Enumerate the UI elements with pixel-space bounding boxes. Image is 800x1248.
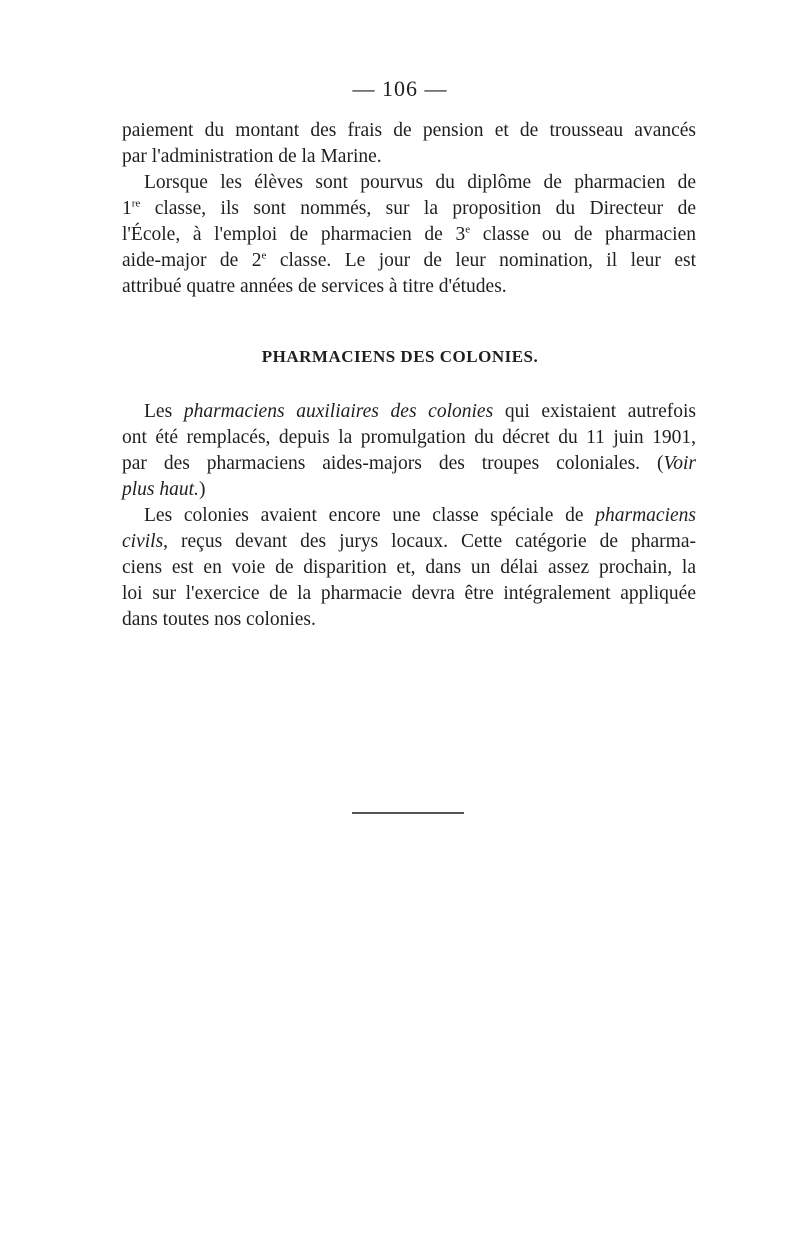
page-number: — 106 — xyxy=(352,76,448,101)
text-line: l'École, à l'emploi de pharmacien de 3e classe ou de pharmacien xyxy=(122,223,697,245)
end-divider xyxy=(352,812,464,814)
paragraph-pharmacien-nomination xyxy=(122,118,696,300)
text-line: dans toutes nos colonies. xyxy=(122,609,316,630)
text-line: paiement du montant des frais de pension et de trousseau avancés xyxy=(122,120,696,141)
text-line: Les colonies avaient encore une classe spéciale de pharmaciens xyxy=(144,505,696,526)
text-line: aide-major de 2e classe. Le jour de leur nomination, il leur est xyxy=(122,249,696,271)
text-line: 1re classe, ils sont nommés, sur la proposition du Directeur de xyxy=(122,197,696,219)
text-line: civils, reçus devant des jurys locaux. Cette catégorie de pharma- xyxy=(122,531,696,552)
paragraph-pharmaciens-colonies xyxy=(122,399,696,633)
section-heading: PHARMACIENS DES COLONIES. xyxy=(261,347,539,366)
text-line: Les pharmaciens auxiliaires des colonies qui existaient autrefois xyxy=(144,401,696,422)
text-line: ciens est en voie de disparition et, dans un délai assez prochain, la xyxy=(122,557,696,578)
text-line: ont été remplacés, depuis la promulgation du décret du 11 juin 1901, xyxy=(122,427,696,448)
text-line: attribué quatre années de services à titre d'études. xyxy=(122,276,507,297)
text-line: loi sur l'exercice de la pharmacie devra être intégralement appliquée xyxy=(122,583,696,604)
text-line: Lorsque les élèves sont pourvus du diplôme de pharmacien de xyxy=(144,172,696,193)
text-line: plus haut.) xyxy=(122,479,206,500)
text-line: par des pharmaciens aides-majors des troupes coloniales. (Voir xyxy=(122,453,696,474)
text-line: par l'administration de la Marine. xyxy=(122,146,382,167)
